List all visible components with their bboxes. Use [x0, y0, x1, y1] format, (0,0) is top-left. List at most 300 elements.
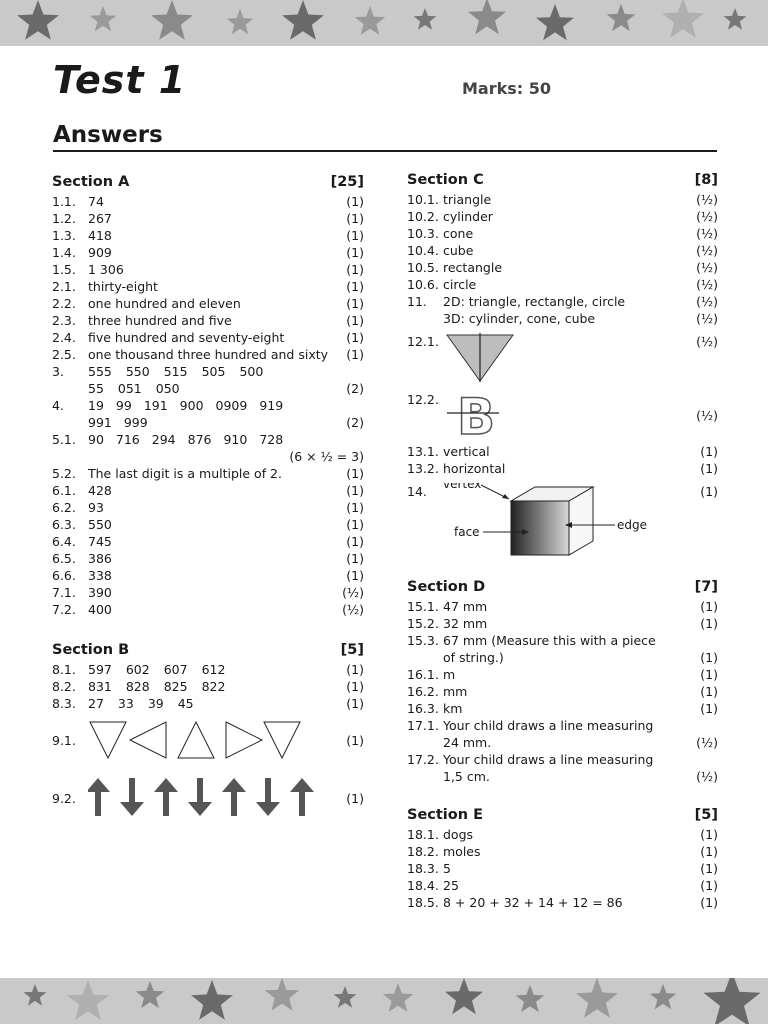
section-total: [5]	[694, 807, 718, 823]
cube-icon	[443, 483, 663, 561]
triangle-right-icon	[226, 722, 262, 758]
answer-sequence	[88, 397, 364, 414]
star-icon	[516, 985, 545, 1012]
triangle-sequence-figure	[88, 719, 308, 763]
answer-row	[407, 598, 718, 615]
answer-number: 6.1.	[52, 483, 76, 498]
section-d-items	[407, 598, 718, 632]
answer-text: vertical	[443, 444, 490, 459]
answer-number: 10.6.	[407, 277, 439, 292]
arrow-up-icon	[290, 778, 314, 816]
answer-number: 9.1.	[52, 733, 76, 748]
seq-value: 991	[88, 415, 112, 430]
answer-text: thirty-eight	[88, 279, 158, 294]
answer-number: 4.	[52, 398, 64, 413]
section-b-sequences	[52, 661, 364, 712]
answer-text: 338	[88, 568, 112, 583]
answer-text: km	[443, 701, 463, 716]
answer-row-9-1	[52, 720, 364, 766]
answer-row	[407, 242, 718, 259]
answer-number: 16.1.	[407, 667, 439, 682]
answer-row	[407, 700, 718, 717]
answer-mark: (1)	[346, 262, 364, 277]
answer-number: 18.4.	[407, 878, 439, 893]
section-title: Section A	[52, 174, 130, 190]
answer-text: cylinder	[443, 209, 493, 224]
answer-row	[407, 860, 718, 877]
answer-number: 17.1.	[407, 718, 439, 733]
answer-number: 18.5.	[407, 895, 439, 910]
answer-mark: (1)	[700, 878, 718, 893]
answer-text: 386	[88, 551, 112, 566]
answer-number: 8.2.	[52, 679, 76, 694]
answer-mark: (1)	[700, 461, 718, 476]
answer-mark: (½)	[696, 294, 718, 309]
answer-text: 390	[88, 585, 112, 600]
arrow-pattern	[88, 775, 342, 823]
answer-sequence	[88, 678, 342, 695]
answer-sequence	[88, 363, 364, 380]
arrow-down-icon	[256, 778, 280, 816]
answer-mark: (1)	[346, 534, 364, 549]
answer-text: 67 mm (Measure this with a piece	[443, 633, 656, 648]
answer-text: mm	[443, 684, 468, 699]
answer-mark: (½)	[696, 311, 718, 326]
star-icon	[576, 978, 618, 1018]
answer-text: 550	[88, 517, 112, 532]
star-icon	[191, 980, 233, 1020]
seq-value: 555	[88, 364, 112, 379]
answer-mark: (2)	[346, 381, 364, 396]
bottom-star-band	[0, 978, 768, 1024]
answer-row-12-1	[407, 333, 718, 383]
answer-number: 16.2.	[407, 684, 439, 699]
star-icon	[282, 0, 324, 40]
answer-number: 2.2.	[52, 296, 76, 311]
answer-row	[407, 683, 718, 700]
star-icon	[67, 980, 109, 1020]
heading-divider	[53, 150, 717, 152]
answer-row	[52, 210, 364, 227]
star-icon	[704, 978, 761, 1024]
answer-text: five hundred and seventy-eight	[88, 330, 285, 345]
answer-mark: (1)	[700, 667, 718, 682]
star-pattern-bottom	[0, 978, 768, 1024]
seq-value: 19	[88, 398, 104, 413]
answer-row	[52, 661, 364, 678]
answer-text: Your child draws a line measuring	[443, 718, 654, 733]
answer-number: 17.2.	[407, 752, 439, 767]
triangle-pattern	[88, 719, 342, 767]
answer-row	[407, 894, 718, 911]
answer-row	[52, 533, 364, 550]
answer-text: 1,5 cm.	[443, 769, 490, 784]
answer-number: 1.1.	[52, 194, 76, 209]
answer-mark: (½)	[696, 408, 718, 423]
answer-row-4-cont	[52, 414, 364, 431]
answer-mark: (1)	[346, 733, 364, 748]
triangle-left-icon	[130, 722, 166, 758]
answer-text: cone	[443, 226, 474, 241]
star-icon	[355, 6, 385, 35]
seq-value: 191	[143, 398, 168, 413]
section-a-items	[52, 193, 364, 363]
answer-number: 18.1.	[407, 827, 439, 842]
answer-row	[52, 499, 364, 516]
answer-text: moles	[443, 844, 481, 859]
answer-number: 10.3.	[407, 226, 439, 241]
answer-mark: (1)	[346, 279, 364, 294]
answer-number: 6.4.	[52, 534, 76, 549]
answer-mark: (1)	[346, 791, 364, 806]
answer-mark: (½)	[696, 226, 718, 241]
seq-value: 39	[147, 696, 164, 711]
answer-row	[52, 601, 364, 618]
answer-row-4	[52, 397, 364, 414]
answer-number: 3.	[52, 364, 64, 379]
answer-number: 2.3.	[52, 313, 76, 328]
answer-text: 93	[88, 500, 104, 515]
section-total: [8]	[694, 172, 718, 188]
answer-row-3-cont	[52, 380, 364, 397]
answer-row	[407, 443, 718, 460]
answer-text: 24 mm.	[443, 735, 492, 750]
answer-mark: (1)	[346, 313, 364, 328]
answer-text: 400	[88, 602, 112, 617]
seq-value: 27	[88, 696, 104, 711]
answer-text: 267	[88, 211, 112, 226]
answer-row-9-2	[52, 776, 364, 822]
arrow-up-icon	[88, 778, 110, 816]
answer-text: 909	[88, 245, 112, 260]
section-total: [5]	[340, 642, 364, 658]
answer-text: three hundred and five	[88, 313, 232, 328]
answer-row-3	[52, 363, 364, 380]
answer-number: 1.4.	[52, 245, 76, 260]
section-title: Section E	[407, 807, 484, 823]
section-d-header	[407, 577, 718, 597]
star-icon	[414, 8, 437, 30]
star-icon	[650, 984, 677, 1009]
answer-row	[407, 191, 718, 208]
seq-value: 607	[163, 662, 188, 677]
answer-row	[52, 678, 364, 695]
answer-text: of string.)	[443, 650, 504, 665]
seq-value: 825	[163, 679, 188, 694]
answer-mark: (1)	[700, 599, 718, 614]
answer-number: 6.6.	[52, 568, 76, 583]
answer-number: 18.2.	[407, 844, 439, 859]
answer-text: m	[443, 667, 456, 682]
answer-text: 25	[443, 878, 459, 893]
answer-mark: (1)	[700, 684, 718, 699]
answer-text: 2D: triangle, rectangle, circle	[443, 294, 626, 309]
test-title: Test 1	[53, 58, 187, 102]
answer-number: 15.1.	[407, 599, 439, 614]
arrow-sequence-figure	[88, 775, 318, 819]
answer-mark: (1)	[346, 228, 364, 243]
answer-row-17-1	[407, 717, 718, 734]
answer-row	[52, 516, 364, 533]
answer-text: Your child draws a line measuring	[443, 752, 654, 767]
seq-value: 822	[201, 679, 226, 694]
answer-row	[52, 346, 364, 363]
section-a-header	[52, 172, 364, 192]
answer-mark: (2)	[346, 415, 364, 430]
seq-value: 728	[259, 432, 284, 447]
seq-value: 919	[259, 398, 284, 413]
answer-mark: (1)	[700, 484, 718, 499]
seq-value: 999	[123, 415, 148, 430]
answer-row	[407, 259, 718, 276]
section-e-items	[407, 826, 718, 911]
answer-number: 13.1.	[407, 444, 439, 459]
section-total: [25]	[330, 174, 364, 190]
seq-value: 051	[117, 381, 142, 396]
answer-mark: (1)	[346, 500, 364, 515]
answer-mark: (½)	[696, 334, 718, 349]
seq-value: 90	[88, 432, 104, 447]
seq-value: 55	[88, 381, 104, 396]
answer-row	[52, 482, 364, 499]
top-star-band	[0, 0, 768, 46]
star-icon	[607, 4, 636, 31]
answer-row-17-2	[407, 751, 718, 768]
section-b-header	[52, 640, 364, 660]
answer-mark: (½)	[696, 277, 718, 292]
seq-value: 876	[187, 432, 212, 447]
seq-value: 294	[151, 432, 176, 447]
answer-mark: (½)	[342, 602, 364, 617]
answer-row-12-2	[407, 387, 718, 441]
answer-number: 5.2.	[52, 466, 76, 481]
answer-sequence	[88, 380, 342, 397]
cube-diagram	[443, 483, 718, 565]
answer-row	[407, 460, 718, 477]
seq-value: 500	[239, 364, 264, 379]
answer-mark: (½)	[696, 192, 718, 207]
answer-text: The last digit is a multiple of 2.	[88, 466, 282, 481]
seq-value: 550	[125, 364, 150, 379]
answer-row	[407, 225, 718, 242]
face-label: face	[454, 525, 480, 539]
triangle-down-icon	[90, 722, 126, 758]
answer-mark: (½)	[696, 243, 718, 258]
answer-mark: (1)	[700, 844, 718, 859]
answer-text: 32 mm	[443, 616, 488, 631]
answer-mark: (1)	[700, 861, 718, 876]
seq-value: 99	[115, 398, 132, 413]
answer-text: one thousand three hundred and sixty	[88, 347, 329, 362]
answer-mark: (1)	[346, 679, 364, 694]
edge-label: edge	[617, 518, 647, 532]
answer-number: 10.1.	[407, 192, 439, 207]
answer-row-5-1	[52, 431, 364, 448]
answer-sequence	[88, 695, 342, 712]
section-title: Section B	[52, 642, 130, 658]
mark-calculation-note: (6 × ½ = 3)	[289, 449, 364, 464]
answer-row	[52, 261, 364, 278]
answer-row-14	[407, 483, 718, 561]
letter-b-symmetry-figure	[443, 387, 523, 439]
answer-number: 1.5.	[52, 262, 76, 277]
triangle-up-icon	[178, 722, 214, 758]
section-e-header	[407, 805, 718, 825]
section-title: Section D	[407, 579, 486, 595]
star-icon	[136, 981, 165, 1008]
section-total: [7]	[694, 579, 718, 595]
marks-total: Marks: 50	[462, 79, 552, 98]
answer-mark: (1)	[346, 568, 364, 583]
answer-number: 1.2.	[52, 211, 76, 226]
seq-value: 828	[125, 679, 150, 694]
answer-row	[52, 567, 364, 584]
seq-value: 602	[125, 662, 150, 677]
section-title: Section C	[407, 172, 484, 188]
answer-number: 15.3.	[407, 633, 439, 648]
answer-sequence	[88, 414, 342, 431]
star-icon	[536, 4, 574, 40]
section-a-items-continued	[52, 465, 364, 618]
answer-mark: (1)	[346, 347, 364, 362]
answer-row	[407, 276, 718, 293]
answer-text: 47 mm	[443, 599, 488, 614]
answer-number: 6.5.	[52, 551, 76, 566]
answer-mark: (1)	[346, 211, 364, 226]
arrow-up-icon	[154, 778, 178, 816]
arrow-down-icon	[120, 778, 144, 816]
answer-number: 12.2.	[407, 392, 439, 407]
answer-row	[407, 293, 718, 310]
star-icon	[724, 8, 747, 30]
answer-mark: (½)	[696, 260, 718, 275]
answer-mark: (1)	[346, 194, 364, 209]
seq-value: 45	[177, 696, 194, 711]
seq-value: 33	[117, 696, 134, 711]
answer-row	[407, 208, 718, 225]
letter-b: B	[457, 388, 496, 439]
star-icon	[151, 0, 193, 40]
right-column	[407, 170, 718, 911]
triangle-down-icon	[264, 722, 300, 758]
star-icon	[445, 978, 483, 1014]
answer-text: one hundred and eleven	[88, 296, 241, 311]
answer-number: 9.2.	[52, 791, 76, 806]
section-c-items	[407, 191, 718, 327]
answer-row	[52, 193, 364, 210]
star-icon	[90, 6, 117, 31]
answer-sequence	[88, 431, 364, 448]
seq-value: 0909	[215, 398, 248, 413]
answer-row-15-3-cont	[407, 649, 718, 666]
answer-text: 3D: cylinder, cone, cube	[443, 311, 596, 326]
answer-row-17-1-cont	[407, 734, 718, 751]
answer-row-15-3	[407, 632, 718, 649]
answer-mark: (1)	[346, 662, 364, 677]
answer-row	[52, 278, 364, 295]
answer-row	[52, 584, 364, 601]
answer-mark: (1)	[346, 466, 364, 481]
star-icon	[662, 0, 704, 38]
answer-number: 13.2.	[407, 461, 439, 476]
section-c-items-continued	[407, 443, 718, 477]
answer-text: dogs	[443, 827, 474, 842]
vertex-label: vertex	[443, 483, 482, 491]
answer-number: 2.5.	[52, 347, 76, 362]
answer-mark: (½)	[696, 209, 718, 224]
answer-mark: (1)	[700, 650, 718, 665]
answer-mark: (1)	[346, 517, 364, 532]
answer-text: circle	[443, 277, 477, 292]
answer-number: 10.2.	[407, 209, 439, 224]
answer-text: 745	[88, 534, 112, 549]
section-c-header	[407, 170, 718, 190]
arrow-up-icon	[222, 778, 246, 816]
answer-number: 14.	[407, 484, 427, 499]
symmetry-triangle	[443, 333, 692, 387]
answer-mark: (1)	[700, 895, 718, 910]
seq-value: 910	[223, 432, 248, 447]
star-icon	[334, 986, 357, 1008]
answer-row	[52, 695, 364, 712]
answer-text: 1 306	[88, 262, 124, 277]
seq-value: 050	[155, 381, 180, 396]
answer-row	[407, 826, 718, 843]
answer-number: 8.3.	[52, 696, 76, 711]
answer-row	[407, 843, 718, 860]
answer-row	[52, 550, 364, 567]
answer-mark: (1)	[346, 245, 364, 260]
triangle-symmetry-figure	[443, 333, 523, 383]
star-icon	[468, 0, 506, 34]
arrow-down-icon	[188, 778, 212, 816]
answer-row	[52, 295, 364, 312]
seq-value: 597	[88, 662, 112, 677]
answer-row	[52, 465, 364, 482]
answer-number: 10.4.	[407, 243, 439, 258]
answer-number: 7.1.	[52, 585, 76, 600]
answers-heading: Answers	[53, 122, 163, 148]
star-icon	[227, 9, 254, 34]
answer-number: 8.1.	[52, 662, 76, 677]
answer-text: horizontal	[443, 461, 506, 476]
section-d-items-continued	[407, 666, 718, 717]
answer-mark: (1)	[346, 483, 364, 498]
answer-number: 2.1.	[52, 279, 76, 294]
star-pattern-top	[0, 0, 768, 46]
answer-row	[52, 329, 364, 346]
answer-number: 16.3.	[407, 701, 439, 716]
seq-value: 505	[201, 364, 226, 379]
answer-row	[52, 312, 364, 329]
answer-row	[407, 615, 718, 632]
answer-mark: (½)	[696, 735, 718, 750]
answer-number: 15.2.	[407, 616, 439, 631]
answer-number: 18.3.	[407, 861, 439, 876]
answer-text: 418	[88, 228, 112, 243]
answer-mark: (½)	[342, 585, 364, 600]
answer-text: 74	[88, 194, 104, 209]
answer-mark: (1)	[700, 701, 718, 716]
symmetry-letter	[443, 387, 692, 443]
answer-text: triangle	[443, 192, 492, 207]
answer-row	[407, 877, 718, 894]
seq-value: 515	[163, 364, 188, 379]
star-icon	[265, 978, 299, 1011]
seq-value: 716	[115, 432, 140, 447]
answer-number: 12.1.	[407, 334, 439, 349]
answer-mark: (1)	[700, 616, 718, 631]
